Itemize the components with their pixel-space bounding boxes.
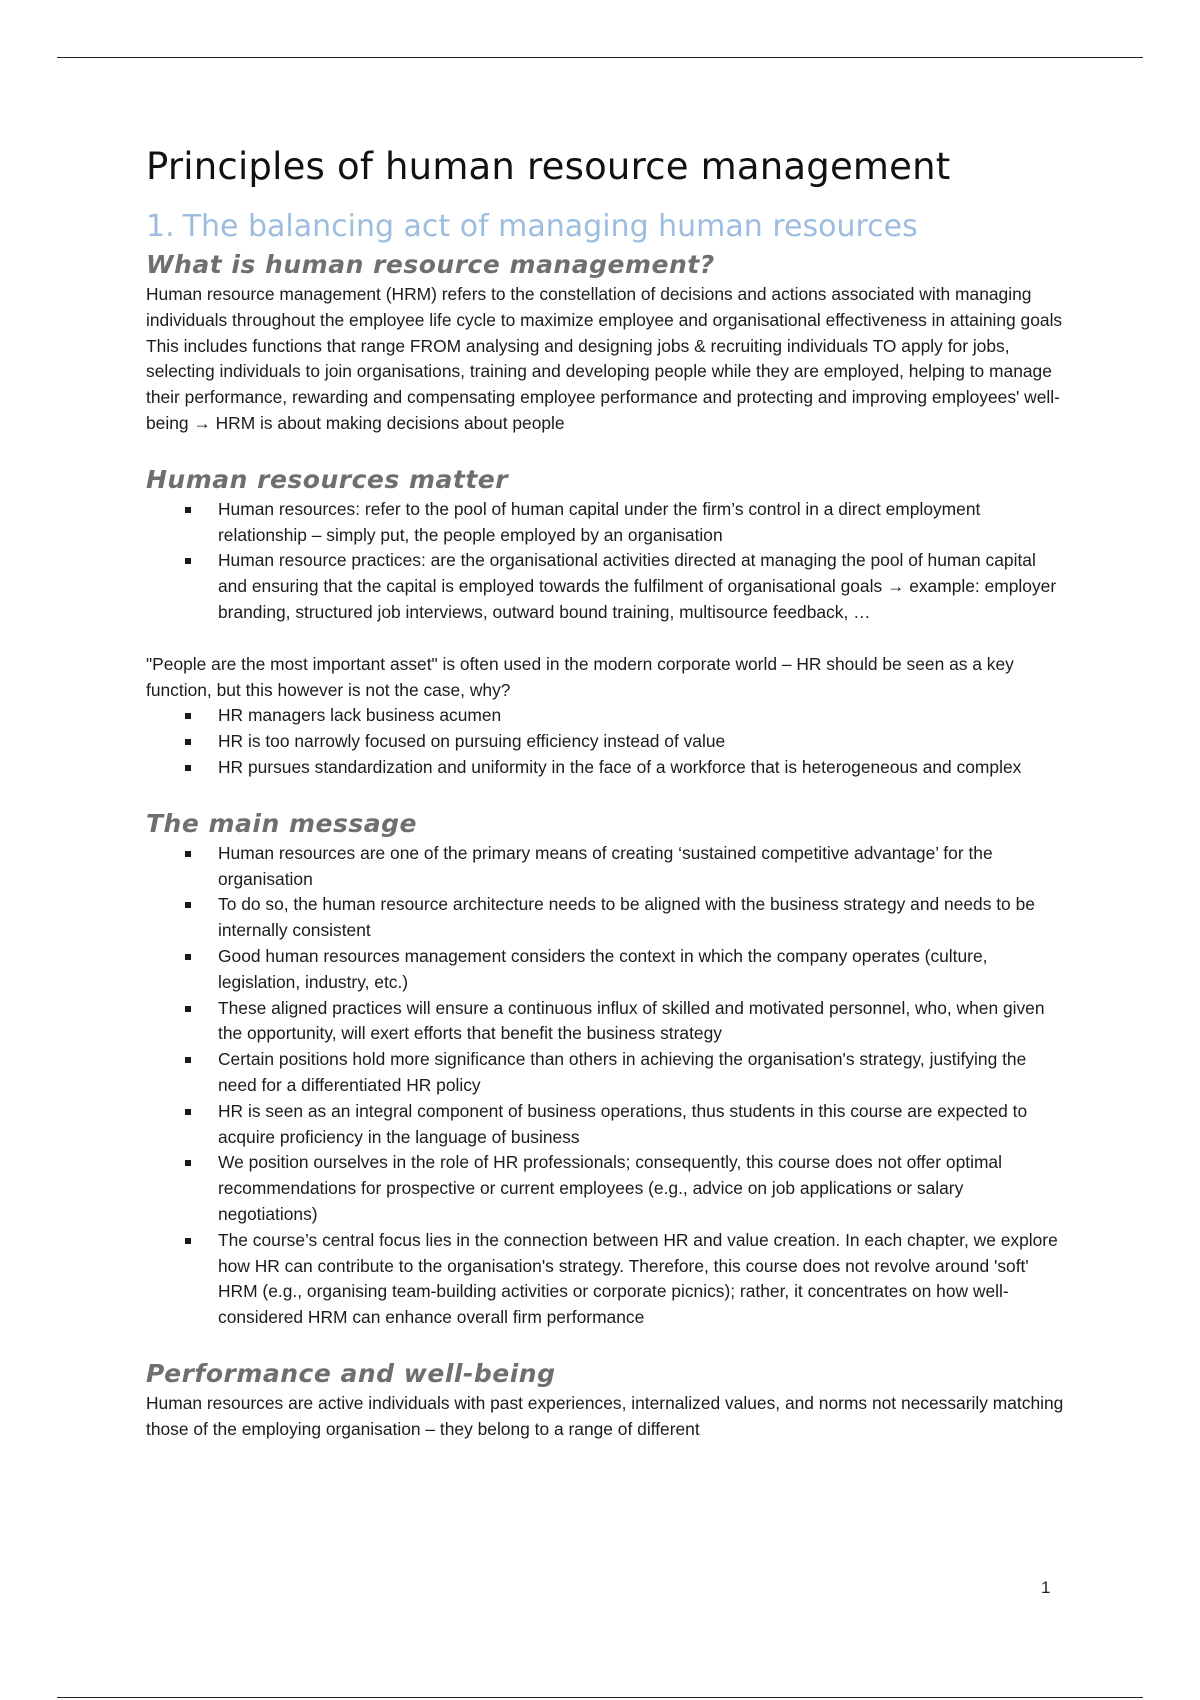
section-heading-text: The balancing act of managing human resources — [182, 209, 918, 244]
main-message-list — [146, 841, 1066, 1331]
reasons-list — [146, 703, 1066, 780]
list-item: Human resources: refer to the pool of human capital under the firm’s control in a direct employment relationship – simply put, the people employed by an organisation — [218, 497, 1066, 549]
subheading-performance: Performance and well-being — [146, 1358, 556, 1388]
list-item: HR is seen as an integral component of business operations, thus students in this course are expected to acquire proficiency in the language of business — [218, 1099, 1066, 1151]
subheading-what-is-hrm: What is human resource management? — [146, 250, 715, 279]
list-item: Certain positions hold more significance than others in achieving the organisation's strategy, justifying the need for a differentiated HR policy — [218, 1047, 1066, 1099]
list-item: Good human resources management considers the context in which the company operates (culture, legislation, industry, etc.) — [218, 944, 1066, 996]
list-item: These aligned practices will ensure a continuous influx of skilled and motivated personnel, who, when given the opportunity, will exert efforts that benefit the business strategy — [218, 996, 1066, 1048]
spacer — [146, 437, 1066, 463]
list-item: HR managers lack business acumen — [218, 703, 1066, 729]
paragraph-people-asset: "People are the most important asset" is often used in the modern corporate world – HR should be seen as a key function, but this however is not the case, why? — [146, 653, 1014, 700]
section-number: 1. — [146, 209, 175, 244]
page-top-rule — [57, 57, 1143, 58]
paragraph-performance: Human resources are active individuals with past experiences, internalized values, and norms not necessarily matching those of the employing organisation – they belong to a range of different — [146, 1392, 1064, 1439]
list-item: HR pursues standardization and uniformity in the face of a workforce that is heterogeneous and complex — [218, 755, 1066, 781]
paragraph-hrm-functions: This includes functions that range FROM analysing and designing jobs & recruiting individuals TO apply for jobs, selecting individuals to join organisations, training and developing people while they are employed, helping to manage their performance, rewarding and compensating employee performance and protecting and improving employees' well-being → HRM is about making decisions about people — [146, 335, 1060, 433]
list-item: HR is too narrowly focused on pursuing efficiency instead of value — [218, 729, 1066, 755]
list-item: Human resource practices: are the organisational activities directed at managing the pool of human capital and ensuring that the capital is employed towards the fulfilment of organisational goals → example: employer branding, structured job interviews, outward bound training, multisource feedback, … — [218, 548, 1066, 625]
document-title: Principles of human resource management — [146, 145, 951, 188]
page-bottom-rule — [57, 1697, 1143, 1698]
list-item: To do so, the human resource architecture needs to be aligned with the business strategy and needs to be internally consistent — [218, 892, 1066, 944]
subheading-hr-matter: Human resources matter — [146, 464, 509, 494]
paragraph-hrm-definition: Human resource management (HRM) refers to the constellation of decisions and actions associated with managing individuals throughout the employee life cycle to maximize employee and organisational effectiveness in attaining goals — [146, 284, 1063, 330]
spacer — [146, 781, 1066, 807]
spacer — [146, 1331, 1066, 1357]
list-item: The course’s central focus lies in the connection between HR and value creation. In each chapter, we explore how HR can contribute to the organisation's strategy. Therefore, this course does not revolve around 'soft' HRM (e.g., organising team-building activities or corporate picnics); rather, it concentrates on how well-considered HRM can enhance overall firm performance — [218, 1228, 1066, 1331]
list-item: Human resources are one of the primary means of creating ‘sustained competitive advantage’ for the organisation — [218, 841, 1066, 893]
list-item: We position ourselves in the role of HR professionals; consequently, this course does not offer optimal recommendations for prospective or current employees (e.g., advice on job applications or salary negotiations) — [218, 1150, 1066, 1227]
subheading-main-message: The main message — [146, 808, 417, 838]
spacer — [146, 626, 1066, 652]
page-number: 1 — [1041, 1578, 1051, 1597]
section-heading — [146, 206, 1066, 248]
page-content — [146, 140, 1066, 1442]
hr-matter-list — [146, 497, 1066, 626]
